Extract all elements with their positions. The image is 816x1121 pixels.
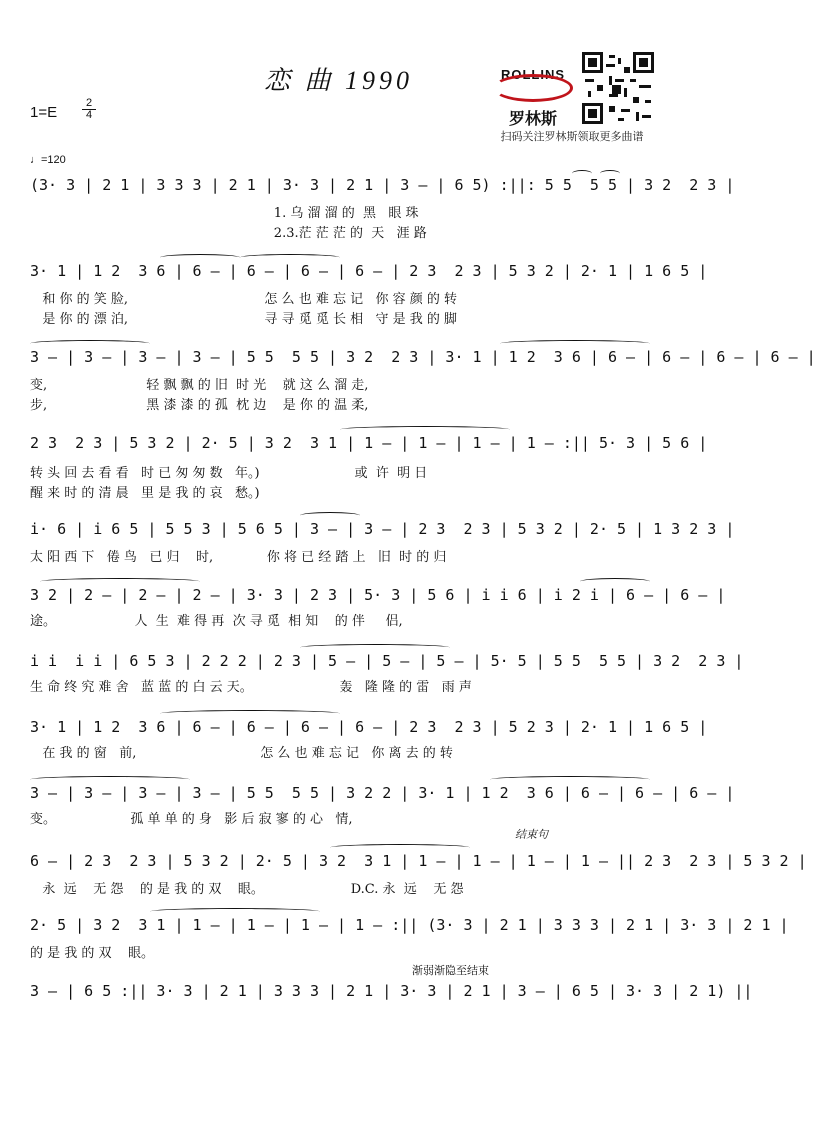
staff-notes: i· 6 | i 6 5 | 5 5 3 | 5 6 5 | 3 – | 3 – | 2 3 2 3 | 5 3 2 | 2· 5 | 1 3 2 3 |: [30, 520, 735, 538]
staff-notes: 2 3 2 3 | 5 3 2 | 2· 5 | 3 2 3 1 | 1 – | 1 – | 1 – | 1 – :|| 5· 3 | 5 6 |: [30, 434, 708, 452]
brand-ring-icon: [493, 74, 573, 102]
brand-name: 罗林斯: [508, 111, 557, 128]
tie-mark: [150, 908, 320, 915]
tie-mark: [30, 340, 150, 347]
tie-mark: [600, 170, 620, 177]
staff-notes: 3· 1 | 1 2 3 6 | 6 – | 6 – | 6 – | 6 – | 2 3 2 3 | 5 2 3 | 2· 1 | 1 6 5 |: [30, 718, 708, 736]
time-signature: [82, 98, 96, 121]
tie-mark: [330, 844, 470, 851]
tie-mark: [500, 340, 650, 347]
fade-annotation: 渐弱渐隐至结束: [412, 965, 489, 977]
staff-notes: 6 – | 2 3 2 3 | 5 3 2 | 2· 5 | 3 2 3 1 | 1 – | 1 – | 1 – | 1 – || 2 3 2 3 | 5 3 2 |: [30, 852, 807, 870]
lyric-line: 1. 乌 溜 溜 的 黑 眼 珠: [30, 206, 419, 221]
tie-mark: [572, 170, 592, 177]
brand-logo-text: ROLLINS: [500, 67, 566, 82]
lyric-line: 变。 孤 单 单 的 身 影 后 寂 寥 的 心 情,: [30, 812, 353, 827]
meter-bottom: 4: [85, 109, 93, 121]
tie-mark: [160, 254, 240, 261]
staff-notes: 3 2 | 2 – | 2 – | 2 – | 3· 3 | 2 3 | 5· 3 | 5 6 | i i 6 | i 2 i | 6 – | 6 – |: [30, 586, 726, 604]
scan-instruction: 扫码关注罗林斯领取更多曲谱: [500, 131, 644, 143]
qr-code-icon: [582, 52, 654, 124]
tie-mark: [580, 578, 650, 585]
tie-mark: [240, 254, 340, 261]
staff-notes: 3 – | 3 – | 3 – | 3 – | 5 5 5 5 | 3 2 2 | 3· 1 | 1 2 3 6 | 6 – | 6 – | 6 – |: [30, 784, 735, 802]
brand-logo: [488, 67, 578, 129]
staff-notes: 3· 1 | 1 2 3 6 | 6 – | 6 – | 6 – | 6 – | 2 3 2 3 | 5 3 2 | 2· 1 | 1 6 5 |: [30, 262, 708, 280]
lyric-line: 转 头 回 去 看 看 时 已 匆 匆 数 年。) 或 许 明 日: [30, 466, 428, 481]
tie-mark: [490, 776, 650, 783]
lyric-line: 途。 人 生 难 得 再 次 寻 觅 相 知 的 伴 侣,: [30, 614, 403, 629]
lyric-line: 和 你 的 笑 脸, 怎 么 也 难 忘 记 你 容 颜 的 转: [30, 292, 458, 307]
key-signature: 1=E: [30, 104, 58, 121]
staff-notes: i i i i | 6 5 3 | 2 2 2 | 2 3 | 5 – | 5 – | 5 – | 5· 5 | 5 5 5 5 | 3 2 2 3 |: [30, 652, 744, 670]
lyric-line: 是 你 的 漂 泊, 寻 寻 觅 觅 长 相 守 是 我 的 脚: [30, 312, 458, 327]
lyric-line: 变, 轻 飘 飘 的 旧 时 光 就 这 么 溜 走,: [30, 378, 369, 393]
staff-notes: 3 – | 3 – | 3 – | 3 – | 5 5 5 5 | 3 2 2 3 | 3· 1 | 1 2 3 6 | 6 – | 6 – | 6 – | 6 – |: [30, 348, 816, 366]
tie-mark: [160, 710, 340, 717]
tie-mark: [300, 644, 450, 651]
tie-mark: [30, 776, 190, 783]
staff-notes: 3 – | 6 5 :|| 3· 3 | 2 1 | 3 3 3 | 2 1 | 3· 3 | 2 1 | 3 – | 6 5 | 3· 3 | 2 1) ||: [30, 982, 753, 1000]
staff-notes: (3· 3 | 2 1 | 3 3 3 | 2 1 | 3· 3 | 2 1 | 3 – | 6 5) :||: 5 5 5 5 | 3 2 2 3 |: [30, 176, 735, 194]
staff-notes: 2· 5 | 3 2 3 1 | 1 – | 1 – | 1 – | 1 – :|| (3· 3 | 2 1 | 3 3 3 | 2 1 | 3· 3 | 2 1 |: [30, 916, 789, 934]
lyric-line: 醒 来 时 的 清 晨 里 是 我 的 哀 愁。): [30, 486, 260, 501]
lyric-line: 在 我 的 窗 前, 怎 么 也 难 忘 记 你 离 去 的 转: [30, 746, 453, 761]
lyric-line: 2.3.茫 茫 茫 的 天 涯 路: [30, 226, 427, 241]
page-title: 恋 曲 1990: [263, 66, 413, 95]
lyric-line: 永 远 无 怨 的 是 我 的 双 眼。 D.C. 永 远 无 怨: [30, 882, 464, 897]
tie-mark: [340, 426, 510, 433]
lyric-line: 太 阳 西 下 倦 鸟 已 归 时, 你 将 已 经 踏 上 旧 时 的 归: [30, 550, 447, 565]
tie-mark: [40, 578, 200, 585]
tie-mark: [300, 512, 360, 519]
lyric-line: 生 命 终 究 难 舍 蓝 蓝 的 白 云 天。 轰 隆 隆 的 雷 雨 声: [30, 680, 472, 695]
coda-annotation: 结束句: [515, 829, 548, 841]
tempo-marking: ♩=120: [30, 154, 66, 166]
lyric-line: 步, 黑 漆 漆 的 孤 枕 边 是 你 的 温 柔,: [30, 398, 369, 413]
lyric-line: 的 是 我 的 双 眼。: [30, 946, 155, 961]
meter-top: 2: [82, 98, 96, 110]
